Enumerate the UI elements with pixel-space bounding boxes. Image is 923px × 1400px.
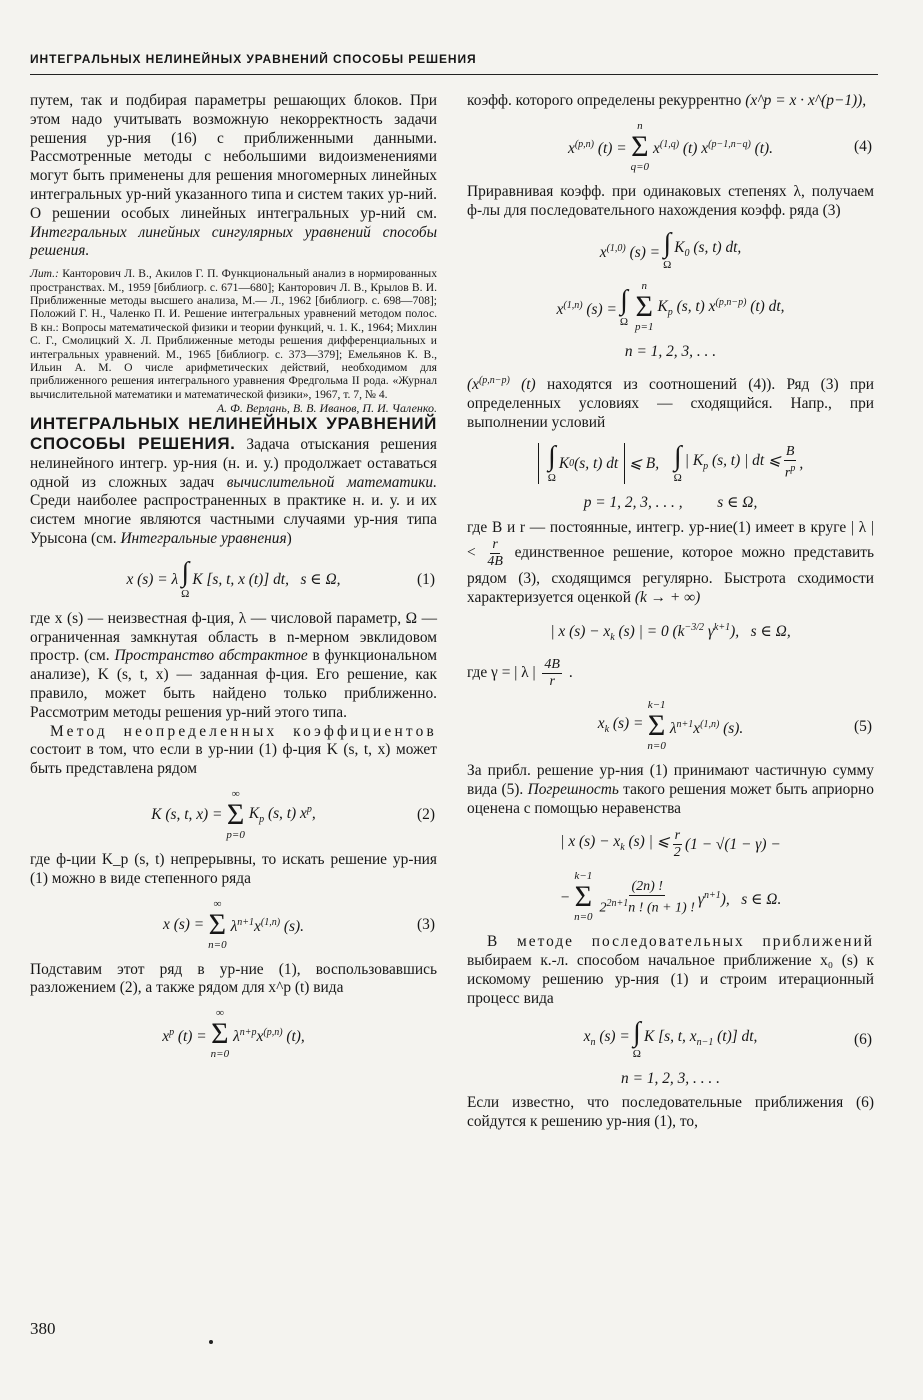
convergence-estimate: | x $(s) - x_k$ (s) | = 0 ($k^{-3/2}$ $\gamma^{k+1}$), s ∈ Ω, [550,621,791,644]
equation-5-number: (5) [854,717,872,735]
header-rule [30,74,878,75]
conditions-formula: ∫ Ω K 0 (s, t) dt ⩽ B, ∫ Ω | $K_p$ (s, t) | dt ⩽ $\frac{B}{r^p}$ , [467,443,874,484]
error-bound-line-2: − k−1 Σ n=0 $\frac{(2n) !}{2^{2n+1}n ! (n + 1) !}$ $\gamma^{n+1}$), s ∈ Ω. [559,870,782,924]
right-column [467,92,874,1132]
page-number: 380 [30,1319,56,1338]
error-bound-line-1: | x $(s) - x_k$ (s) | ⩽ $\frac{r}{2}$ (1 − √(1 − γ) − [560,828,781,861]
right-paragraph-2: Приравнивая коэфф. при одинаковых степенях λ, получаем ф-лы для последовательного нахождения коэфф. ряда (3) [467,182,874,219]
left-paragraph-4: Метод неопределенных коэффициентов состоит в том, что если в ур-нии (1) ф-ция K (s, t, x) может быть представлена рядом [30,722,437,778]
literature-block: Лит.: Канторович Л. В., Акилов Г. П. Функциональный анализ в нормированных пространствах. М., 1959 [библиогр. с. 671—680]; Канторович Л. В., Крылов В. И. Приближенные методы высшего анализа, М.— Л., 1962 [библиогр. с. 698—708]; Положий Г. Н., Чаленко П. И. Решение интегральных уравнений методом полос. В кн.: Вопросы математической физики и теории функций, ч. 1. К., 1964; Михлин С. Г., Смолицкий Х. Л. Приближенные методы решения дифференциальных и интегральных уравнений. М., 1965 [библиогр. с. 373—379]; Емельянов К. В., Ильин А. М. О числе арифметических действий, необходимом для приближенного решения интегрального уравнения Фредгольма II рода. «Журнал вычислительной математики и математической физики», 1967, т. 7, № 4. [30,267,437,401]
article-intro: ИНТЕГРАЛЬНЫХ НЕЛИНЕЙНЫХ УРАВНЕНИЙ СПОСОБЫ РЕШЕНИЯ. Задача отыскания решения нелинейного интегр. ур-ния (н. и. у.) продолжает оставаться одной из сложных задач вычислительной математики. Среди наиболее распространенных в практике н. и. у. и их систем многие являются частными случаями ур-ния типа Урысона (см. Интегральные уравнения) [30,414,437,548]
left-paragraph-1: путем, так и подбирая параметры решающих блоков. При этом надо учитывать возможную некорректность задачи решения ур-ния (16) с приближенными данными. Рассмотренные методы с небольшими видоизменениями могут быть применены для решения многомерных линейных интегральных ур-ний указанного типа и систем таких ур-ний. О решении особых линейных интегральных ур-ний см. Интегральных линейных сингулярных уравнений способы решения. [30,92,437,260]
gamma-definition: где γ = | λ | $\frac{4B}{r}$ . [467,657,573,690]
right-paragraph-5: За прибл. решение ур-ния (1) принимают частичную сумму вида (5). Погрешность такого решения может быть априорно оценена с помощью неравенства [467,762,874,817]
right-paragraph-4: где B и r — постоянные, интегр. ур-ние(1) имеет в круге | λ | < $\frac{r}{4B}$ единственное решение, которое можно представить рядом (3), сходящимся регулярно. Быстрота сходимости характеризуется оценкой (k → + ∞) [467,518,874,607]
equation-1-number: (1) [417,570,435,588]
right-paragraph-3: ($x^{(p,n-p)}$ (t) находятся из соотношений (4)). Ряд (3) при определенных условиях — сходящийся. Напр., при выполнении условий [467,375,874,431]
equation-4-number: (4) [854,138,872,156]
left-paragraph-6: Подставим этот ряд в ур-ние (1), воспользовавшись разложением (2), а также рядом для x^p (t) вида [30,960,437,997]
equation-5: $x_k$ (s) = k−1 Σ n=0 $\lambda^{n+1}x^{(1,n)}$ (s). (5) [597,699,872,753]
equation-6-number: (6) [854,1030,872,1048]
n-values-2: n = 1, 2, 3, . . . . [621,1069,720,1087]
equation-x1n: $x^{(1,n)}$ (s) = ∫ Ω n Σ p=1 $K_p$ (s, t) $x^{(p,n-p)}$ (t) dt, [556,280,785,334]
left-column [30,92,437,1070]
equation-x10: $x^{(1,0)}$ (s) = ∫ Ω $K_0$ (s, t) dt, [599,228,742,272]
print-dot [209,1340,213,1344]
left-paragraph-5: где ф-ции K_p (s, t) непрерывны, то искать решение ур-ния (1) можно в виде степенного ряда [30,850,437,887]
right-paragraph-1: коэфф. которого определены рекуррентно (x^p = x · x^(p−1)), [467,92,867,109]
equation-6: $x_n$ (s) = ∫ Ω K [s, t, $x_{n-1}$ (t)] dt, (6) [583,1016,872,1060]
p-values: p = 1, 2, 3, . . . , s ∈ Ω, [583,493,758,511]
n-values: n = 1, 2, 3, . . . [624,343,717,361]
running-header: ИНТЕГРАЛЬНЫХ НЕЛИНЕЙНЫХ УРАВНЕНИЙ СПОСОБЫ РЕШЕНИЯ [30,52,477,66]
equation-2-number: (2) [417,806,435,824]
article-headword: ИНТЕГРАЛЬНЫХ НЕЛИНЕЙНЫХ УРАВНЕНИЙ СПОСОБЫ РЕШЕНИЯ. [30,414,437,454]
left-paragraph-3: где x (s) — неизвестная ф-ция, λ — числовой параметр, Ω — ограниченная замкнутая область в n-мерном эвклидовом простр. (см. Пространство абстрактное в функциональном анализе), K (s, t, x) — заданная ф-ция. Его решение, как правило, может быть найдено только приближенно. Рассмотрим методы решения ур-ний этого типа. [30,609,437,721]
equation-1: x (s) = λ ∫ Ω K [s, t, x (t)] dt, s ∈ Ω, (1) [126,556,435,600]
equation-3-number: (3) [417,916,435,934]
right-paragraph-6: В методе последовательных приближений выбираем к.-л. способом начальное приближение x₀ (s) к искомому решению ур-ния (1) и строим итерационный процесс вида [467,933,874,1007]
equation-4: $x^{(p,n)}$ (t) = n Σ q=0 $x^{(1,q)}$ (t) $x^{(p-1,n-q)}$ (t). (4) [567,119,872,173]
equation-2: K (s, t, x) = ∞ Σ p=0 $K_p$ (s, t) $x^p$, (2) [151,787,435,841]
article-signature: А. Ф. Верлань, В. В. Иванов, П. И. Чаленко. [216,401,437,416]
equation-xp: $x^p$ (t) = ∞ Σ n=0 $\lambda^{n+p}x^{(p,n)}$ (t), [162,1007,305,1061]
equation-3: x (s) = ∞ Σ n=0 $\lambda^{n+1}x^{(1,n)}$ (s). (3) [163,897,435,951]
right-paragraph-7: Если известно, что последовательные приближения (6) сойдутся к решению ур-ния (1), то, [467,1094,874,1131]
